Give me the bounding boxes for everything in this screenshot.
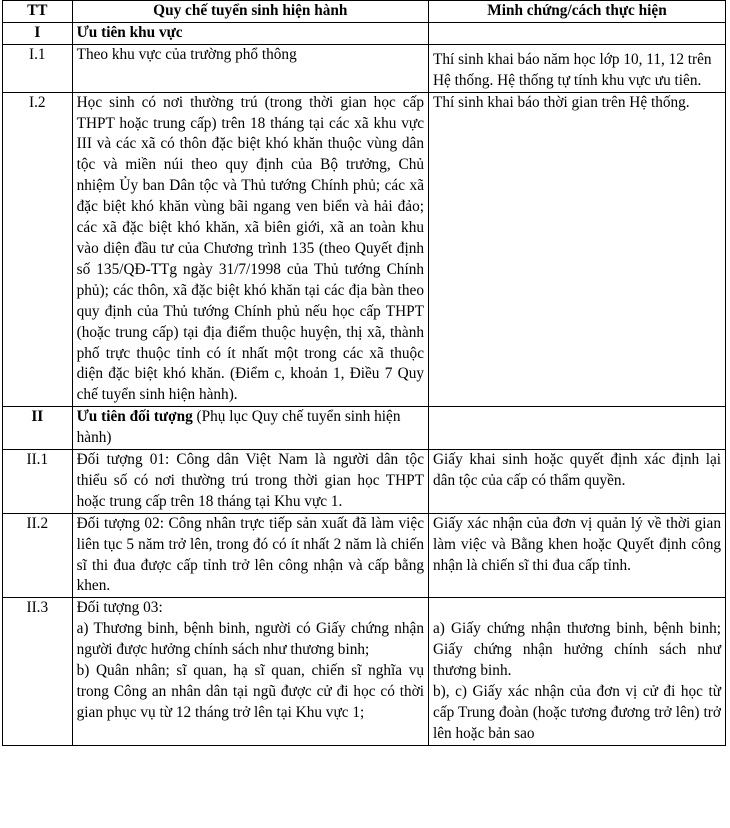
section-row — [3, 22, 726, 44]
evidence-cell — [429, 44, 726, 92]
evidence-text: Thí sinh khai báo thời gian trên Hệ thống. — [433, 93, 690, 111]
regulation-text: Theo khu vực của trường phổ thông — [76, 45, 297, 63]
section-code: II — [3, 407, 73, 450]
header-evidence: Minh chứng/cách thực hiện — [429, 1, 726, 23]
section-row — [3, 407, 726, 450]
row-code: II.3 — [3, 598, 73, 745]
table-row — [3, 513, 726, 598]
header-regulation: Quy chế tuyển sinh hiện hành — [72, 1, 428, 23]
evidence-text: Giấy khai sinh hoặc quyết định xác định lại dân tộc của cấp có thẩm quyền. — [433, 451, 721, 489]
section-evidence-empty — [429, 22, 726, 44]
admission-priority-table — [2, 0, 726, 746]
section-title — [72, 407, 428, 450]
row-code: II.2 — [3, 513, 73, 598]
header-tt: TT — [3, 1, 73, 23]
table-row — [3, 598, 726, 745]
row-code: I.1 — [3, 44, 73, 92]
row-code: II.1 — [3, 450, 73, 514]
section-title-text: Ưu tiên khu vực — [76, 23, 183, 41]
regulation-text: b) Quân nhân; sĩ quan, hạ sĩ quan, chiến sĩ nghĩa vụ trong Công an nhân dân tại ngũ được cử đi học có thời gian phục vụ từ 12 tháng trở lên tại Khu vực 1; — [76, 662, 424, 721]
regulation-cell — [72, 513, 428, 598]
section-title-suffix: (Phụ lục Quy chế tuyển sinh hiện hành) — [76, 408, 401, 447]
regulation-cell — [72, 450, 428, 514]
section-title — [72, 22, 428, 44]
regulation-text: a) Thương binh, bệnh binh, người có Giấy chứng nhận người được hưởng chính sách như thương binh; — [76, 620, 424, 659]
section-evidence-empty — [429, 407, 726, 450]
table-row — [3, 44, 726, 92]
regulation-text: Đối tượng 01: Công dân Việt Nam là người dân tộc thiểu số có nơi thường trú trong thời gian học THPT hoặc trung cấp trên 18 tháng tại Khu vực 1. — [76, 451, 424, 510]
evidence-cell — [429, 513, 726, 598]
evidence-text: b), c) Giấy xác nhận của đơn vị cử đi học từ cấp Trung đoàn (hoặc tương đương trở lên) trở lên hoặc bản sao — [433, 682, 721, 742]
section-title-text: Ưu tiên đối tượng — [76, 408, 193, 426]
regulation-cell — [72, 92, 428, 407]
row-code: I.2 — [3, 92, 73, 407]
evidence-text: Thí sinh khai báo năm học lớp 10, 11, 12 trên Hệ thống. Hệ thống tự tính khu vực ưu tiên. — [433, 50, 712, 89]
table-row — [3, 92, 726, 407]
regulation-text: Đối tượng 02: Công nhân trực tiếp sản xuất đã làm việc liên tục 5 năm trở lên, trong đó có ít nhất 2 năm là chiến sĩ thi đua được cấp tỉnh trở lên công nhận và cấp bằng khen. — [76, 514, 424, 595]
document-page — [2, 0, 726, 746]
evidence-cell — [429, 598, 726, 745]
regulation-text: Đối tượng 03: — [76, 599, 163, 617]
table-header-row — [3, 1, 726, 23]
evidence-cell — [429, 92, 726, 407]
table-row — [3, 450, 726, 514]
regulation-text: Học sinh có nơi thường trú (trong thời gian học cấp THPT hoặc trung cấp) trên 18 tháng tại các xã khu vực III và các xã có thôn đặc biệt khó khăn thuộc vùng dân tộc và miền núi theo quy định của Bộ trưởng, Chủ nhiệm Ủy ban Dân tộc và Thủ tướng Chính phủ; các xã đặc biệt khó khăn vùng bãi ngang ven biển và hải đảo; các xã đặc biệt khó khăn, xã biên giới, xã an toàn khu vào diện đầu tư của Chương trình 135 (theo Quyết định số 135/QĐ-TTg ngày 31/7/1998 của Thủ tướng Chính phủ); các thôn, xã đặc biệt khó khăn tại các địa bàn theo quy định của Thủ tướng Chính phủ nếu học cấp THPT (hoặc trung cấp) tại địa điểm thuộc huyện, thị xã, thành phố trực thuộc tỉnh có ít nhất một trong các xã thuộc diện đặc biệt khó khăn. (Điểm c, khoản 1, Điều 7 Quy chế tuyển sinh hiện hành). — [76, 93, 424, 404]
evidence-text: a) Giấy chứng nhận thương binh, bệnh binh; Giấy chứng nhận hưởng chính sách như thương binh. — [433, 620, 721, 680]
evidence-spacer — [433, 598, 721, 619]
regulation-cell — [72, 598, 428, 745]
evidence-cell — [429, 450, 726, 514]
regulation-cell — [72, 44, 428, 92]
evidence-text: Giấy xác nhận của đơn vị quản lý về thời gian làm việc và Bằng khen hoặc Quyết định công nhận là chiến sĩ thi đua cấp tỉnh. — [433, 514, 721, 574]
section-code: I — [3, 22, 73, 44]
